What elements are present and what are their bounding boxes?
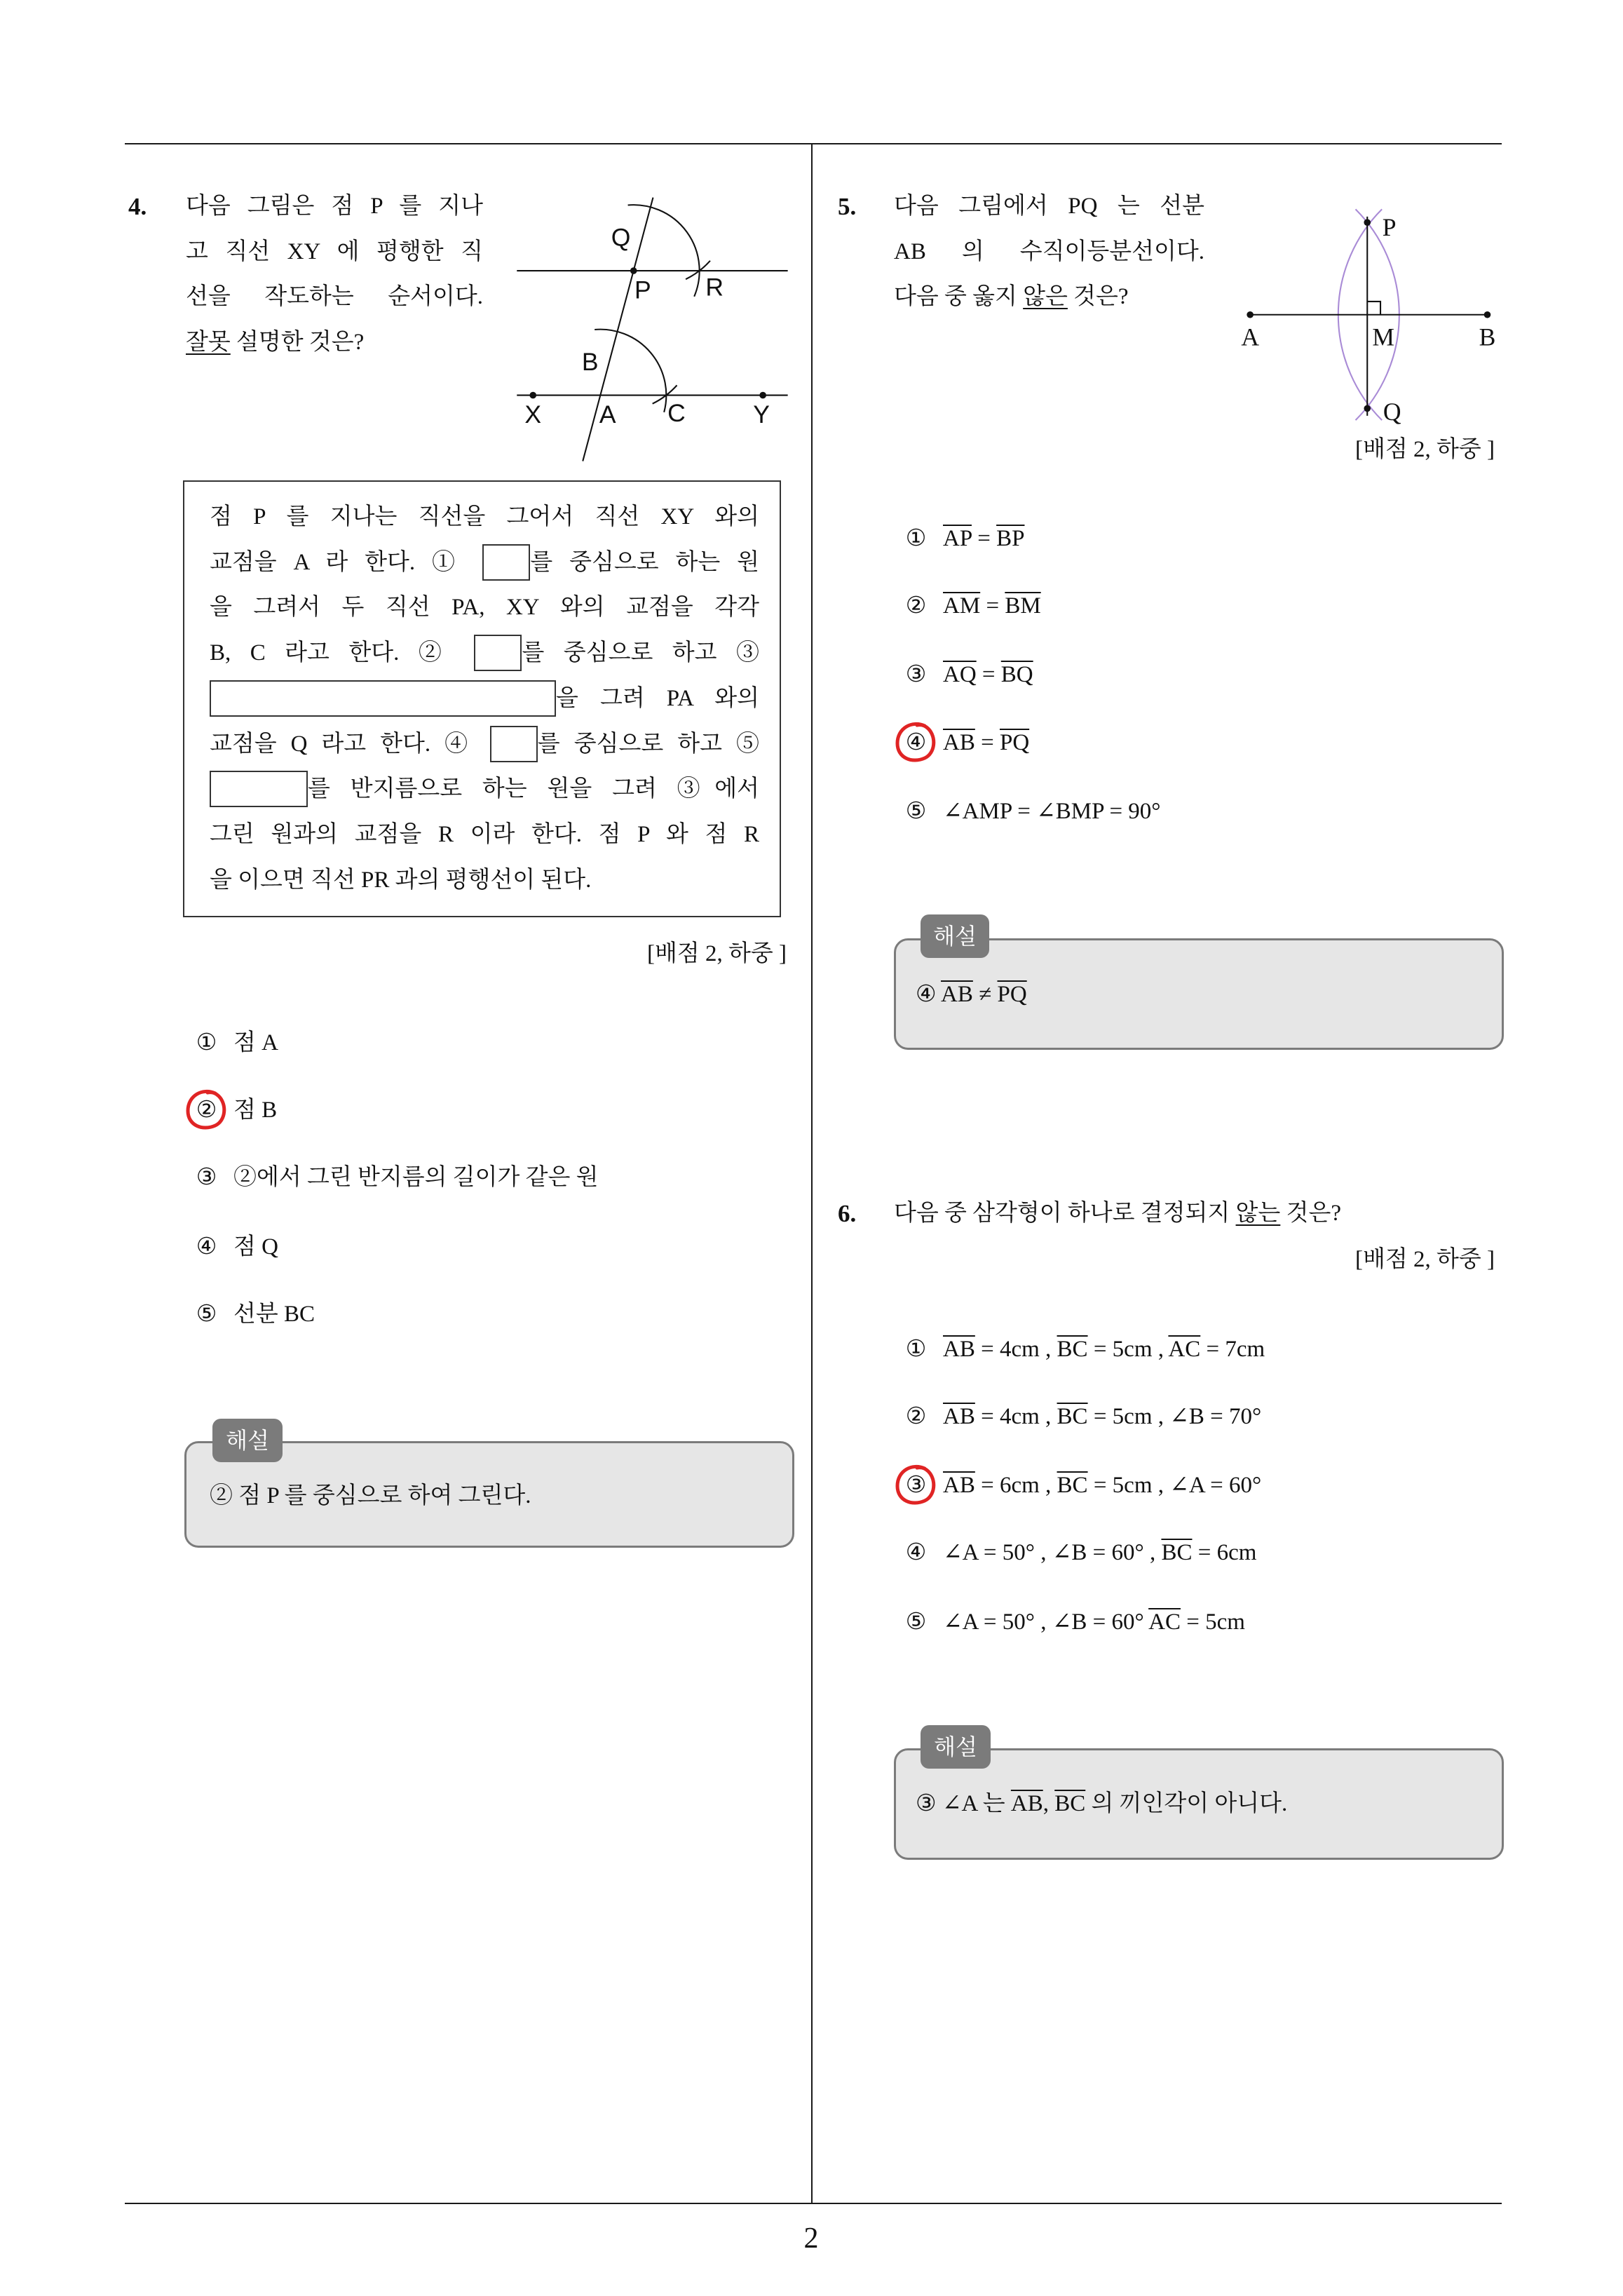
q4-option-4	[195, 1224, 278, 1270]
label-b: B	[1479, 323, 1496, 351]
text-segment: ③ ∠A 는	[916, 1791, 1011, 1816]
text-segment: =	[976, 662, 1001, 687]
option-text	[233, 1165, 599, 1190]
option-text	[233, 1234, 278, 1260]
text-segment: 점 Q	[233, 1234, 278, 1260]
procedure-line	[210, 722, 759, 767]
perpendicular-bisector-figure	[1231, 187, 1512, 433]
score-note: [배점 2, 하중 ]	[1355, 437, 1495, 462]
q6-option-2	[904, 1394, 1261, 1440]
q6-option-5	[904, 1600, 1245, 1645]
option-number: ②	[905, 593, 927, 619]
label-a: A	[1241, 323, 1259, 351]
text-segment: 다음 그림에서 PQ 는 선분	[894, 194, 1204, 219]
option-number: ①	[196, 1030, 217, 1055]
option-text	[943, 1609, 1245, 1635]
point-b	[1484, 311, 1491, 318]
solution-tab: 해설	[921, 1725, 991, 1769]
option-number: ⑤	[905, 799, 927, 824]
text-segment: 고 직선 XY 에 평행한 직	[186, 239, 483, 264]
arc-centered-a	[595, 330, 666, 412]
option-text	[943, 730, 1029, 755]
q5-stem-line	[894, 184, 1204, 229]
segment-notation: $\overline{AQ}$	[943, 662, 977, 687]
segment-notation: $\overline{AB}$	[941, 982, 973, 1007]
q5-option-3	[904, 652, 1033, 698]
text-segment: = 5cm , ∠B = 70°	[1087, 1404, 1262, 1429]
segment-notation: $\overline{BP}$	[996, 526, 1025, 551]
answer-blank-box	[490, 726, 538, 762]
question-number: 6.	[838, 1200, 857, 1227]
segment-notation: $\overline{AP}$	[943, 526, 972, 551]
page-number: 2	[803, 2222, 819, 2255]
text-segment: 설명한 것은?	[230, 330, 365, 355]
text-segment: ④	[916, 982, 942, 1007]
segment-notation: $\overline{BC}$	[1057, 1337, 1088, 1362]
option-text	[943, 1473, 1261, 1498]
option-number: ③	[196, 1165, 217, 1190]
score-note: [배점 2, 하중 ]	[647, 941, 787, 966]
text-segment: 그린 원과의 교점을 R 이라 한다. 점 P 와 점 R	[210, 822, 759, 847]
option-text	[943, 526, 1024, 551]
parallel-construction-figure	[512, 187, 794, 468]
procedure-line	[210, 585, 759, 630]
text-segment: 를 중심으로 하는 원	[530, 550, 759, 575]
label-m: M	[1372, 323, 1394, 351]
label-q: Q	[611, 223, 631, 252]
procedure-line	[210, 767, 759, 812]
text-segment: 를 중심으로 하고 ③	[522, 640, 759, 666]
text-segment: 다음 중 삼각형이 하나로 결정되지	[894, 1201, 1236, 1226]
q4-option-5	[195, 1292, 315, 1337]
label-q: Q	[1383, 398, 1401, 426]
procedure-line	[210, 676, 759, 722]
q5-option-2	[904, 583, 1041, 629]
option-number: ④	[905, 1540, 927, 1565]
option-text	[233, 1030, 278, 1055]
procedure-line	[210, 494, 759, 540]
text-segment: 다음 중 옳지	[894, 284, 1024, 309]
text-segment: =	[980, 593, 1005, 619]
option-number: ②	[905, 1404, 927, 1429]
text-segment: 선을 작도하는 순서이다.	[186, 284, 483, 309]
q5-option-5	[904, 789, 1161, 835]
point-p	[1364, 219, 1371, 226]
option-number: ⑤	[196, 1302, 217, 1327]
text-segment: 점 A	[233, 1030, 278, 1055]
text-segment: ≠	[972, 982, 998, 1007]
answer-mark-circle	[892, 1462, 939, 1508]
answer-blank-box	[210, 680, 556, 717]
point-q	[1364, 405, 1371, 412]
q4-stem-line	[186, 229, 483, 275]
text-segment: 를 중심으로 하고 ⑤	[537, 731, 759, 757]
segment-notation: $\overline{BC}$	[1057, 1404, 1088, 1429]
segment-notation: $\overline{AB}$	[943, 1404, 975, 1429]
text-segment: = 4cm ,	[975, 1337, 1057, 1362]
option-text	[233, 1098, 277, 1123]
text-segment: 교점을 A 라 한다. ①	[210, 550, 483, 575]
segment-notation: $\overline{AB}$	[943, 1337, 975, 1362]
segment-notation: $\overline{AM}$	[943, 593, 981, 619]
option-number: ②	[196, 1098, 217, 1123]
text-segment: 것은?	[1280, 1201, 1341, 1226]
text-segment: = 5cm	[1180, 1609, 1245, 1635]
text-segment: 점 B	[233, 1098, 278, 1123]
text-segment: =	[971, 526, 997, 551]
q4-option-3	[195, 1155, 599, 1201]
option-text	[943, 593, 1041, 619]
label-p: P	[634, 276, 651, 304]
procedure-line	[210, 630, 759, 676]
label-x: X	[524, 400, 542, 429]
bottom-rule	[125, 2203, 1502, 2204]
segment-notation: $\overline{PQ}$	[999, 730, 1030, 755]
option-number: ④	[905, 730, 927, 755]
question-number: 5.	[838, 193, 857, 220]
point-p	[630, 267, 637, 274]
text-segment: =	[975, 730, 1000, 755]
label-a: A	[599, 400, 616, 429]
segment-notation: $\overline{PQ}$	[997, 982, 1027, 1007]
text-segment: = 6cm	[1192, 1540, 1257, 1565]
q5-stem-line	[894, 274, 1129, 320]
underlined-emphasis: 잘못	[186, 330, 231, 355]
solution-text	[916, 972, 1027, 1018]
text-segment: ② 점 P 를 중심으로 하여 그린다.	[210, 1483, 531, 1508]
segment-notation: $\overline{BQ}$	[1000, 662, 1033, 687]
solution-tab: 해설	[921, 914, 989, 958]
text-segment: AB 의 수직이등분선이다.	[894, 239, 1204, 264]
segment-notation: $\overline{AB}$	[943, 1473, 975, 1498]
right-angle-mark	[1367, 302, 1380, 315]
text-segment: ∠AMP = ∠BMP = 90°	[943, 799, 1161, 824]
option-text	[943, 799, 1161, 824]
option-number: ⑤	[905, 1609, 927, 1635]
option-text	[943, 662, 1033, 687]
q4-option-1	[195, 1020, 278, 1066]
text-segment: = 5cm ,	[1087, 1337, 1169, 1362]
question-number: 4.	[128, 193, 147, 220]
underlined-emphasis: 않는	[1235, 1201, 1281, 1226]
label-y: Y	[753, 400, 770, 429]
answer-blank-box	[210, 771, 308, 807]
q5-option-1	[904, 516, 1024, 562]
text-segment: 를 반지름으로 하는 원을 그려 ③에서	[308, 776, 759, 802]
text-segment: 의 끼인각이 아니다.	[1085, 1791, 1288, 1816]
text-segment: 점 P 를 지나는 직선을 그어서 직선 XY 와의	[210, 504, 759, 529]
solution-tab: 해설	[212, 1419, 283, 1462]
column-divider	[811, 144, 813, 2203]
text-segment: ∠A = 50° , ∠B = 60°	[943, 1609, 1149, 1635]
q4-stem-line	[186, 320, 364, 365]
text-segment: ∠A = 50° , ∠B = 60° ,	[943, 1540, 1162, 1565]
segment-notation: $\overline{BC}$	[1057, 1473, 1088, 1498]
text-segment: 교점을 Q 라고 한다. ④	[210, 731, 490, 757]
label-b: B	[581, 348, 599, 377]
top-rule	[125, 143, 1502, 144]
point-x	[529, 392, 536, 399]
text-segment: = 5cm , ∠A = 60°	[1087, 1473, 1262, 1498]
segment-notation: $\overline{AC}$	[1168, 1337, 1201, 1362]
segment-notation: $\overline{BC}$	[1054, 1791, 1086, 1816]
text-segment: = 6cm ,	[975, 1473, 1057, 1498]
text-segment: = 4cm ,	[975, 1404, 1057, 1429]
option-text	[943, 1337, 1265, 1362]
text-segment: 을 이으면 직선 PR 과의 평행선이 된다.	[210, 867, 592, 893]
text-segment: = 7cm	[1200, 1337, 1265, 1362]
segment-notation: $\overline{BC}$	[1161, 1540, 1193, 1565]
segment-notation: $\overline{BM}$	[1005, 593, 1041, 619]
text-segment: 을 그려서 두 직선 PA, XY 와의 교점을 각각	[210, 595, 759, 620]
option-text	[943, 1404, 1261, 1429]
option-text	[233, 1302, 315, 1327]
q5-option-4	[904, 720, 1029, 766]
answer-blank-box	[482, 544, 530, 581]
q6-option-1	[904, 1327, 1265, 1372]
answer-mark-circle	[892, 720, 939, 766]
score-note: [배점 2, 하중 ]	[1355, 1247, 1495, 1272]
answer-blank-box	[474, 635, 522, 671]
label-r: R	[705, 273, 724, 302]
solution-text	[916, 1781, 1287, 1827]
q6-option-3	[904, 1463, 1261, 1508]
q4-stem-line	[186, 274, 483, 320]
option-number: ④	[196, 1234, 217, 1260]
text-segment: 다음 그림은 점 P 를 지나	[186, 194, 483, 219]
q6-option-4	[904, 1530, 1256, 1576]
option-text	[943, 1540, 1256, 1565]
option-number: ③	[905, 662, 927, 687]
procedure-line	[210, 812, 759, 858]
option-number: ①	[905, 1337, 927, 1362]
q6-stem-line	[894, 1191, 1341, 1236]
q4-stem-line	[186, 184, 483, 229]
text-segment: ②에서 그린 반지름의 길이가 같은 원	[233, 1165, 599, 1190]
option-number: ①	[905, 526, 927, 551]
q4-option-2	[195, 1088, 277, 1133]
text-segment: B, C 라고 한다. ②	[210, 640, 475, 666]
answer-mark-circle	[183, 1087, 229, 1133]
segment-notation: $\overline{AB}$	[943, 730, 975, 755]
option-number: ③	[905, 1473, 927, 1498]
segment-notation: $\overline{AB}$	[1010, 1791, 1043, 1816]
procedure-line	[210, 540, 759, 586]
text-segment: 것은?	[1067, 284, 1129, 309]
text-segment: ,	[1043, 1791, 1055, 1816]
segment-notation: $\overline{AC}$	[1148, 1609, 1181, 1635]
text-segment: 을 그려 PA 와의	[556, 686, 759, 711]
label-p: P	[1382, 212, 1397, 241]
text-segment: 선분 BC	[233, 1302, 315, 1327]
point-a	[1247, 311, 1254, 318]
label-c: C	[667, 399, 686, 428]
underlined-emphasis: 않은	[1023, 284, 1068, 309]
solution-text	[210, 1473, 531, 1519]
procedure-line	[210, 858, 591, 903]
point-y	[759, 392, 766, 399]
q5-stem-line	[894, 229, 1204, 275]
